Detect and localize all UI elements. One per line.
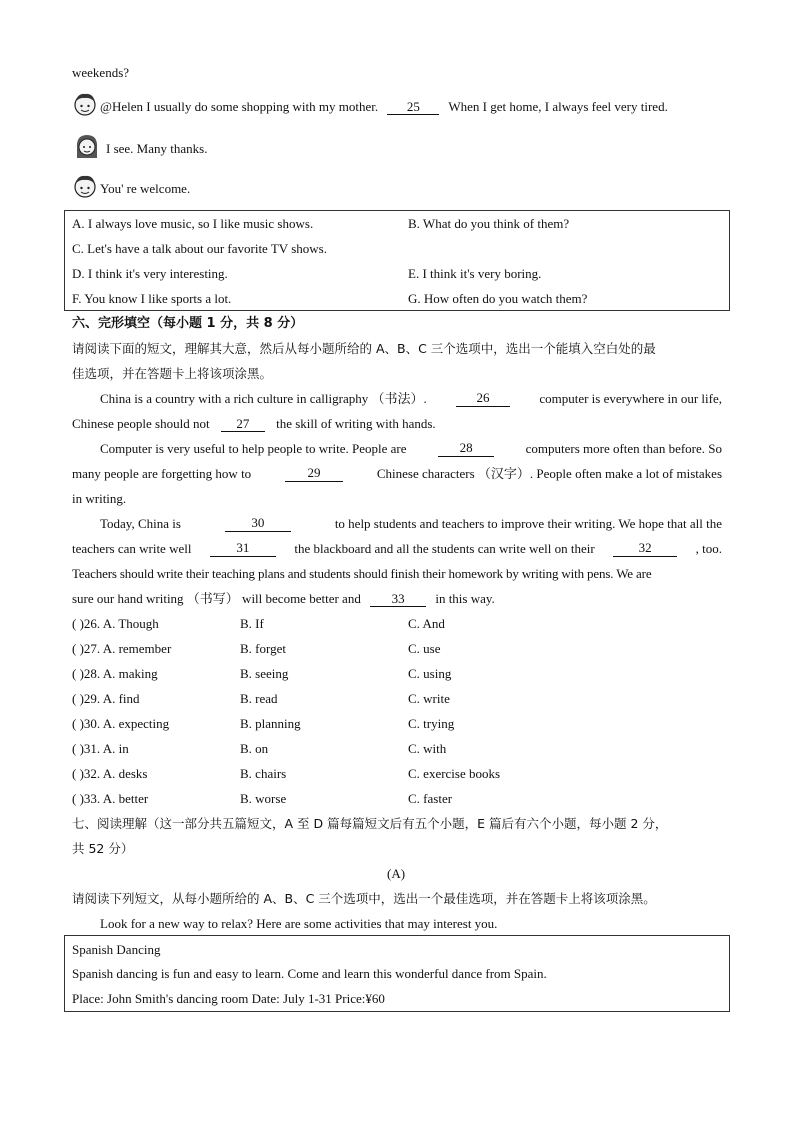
- activity-desc: Spanish dancing is fun and easy to learn. Come and learn this wonderful dance from Spain.: [72, 966, 547, 981]
- option-c: C. And: [408, 616, 445, 631]
- blank-30: 30: [225, 516, 291, 532]
- option-c: C. faster: [408, 791, 453, 806]
- passage-line: China is a country with a rich culture in calligraphy （书法）. 26 computer is everywhere in our life,: [100, 390, 722, 406]
- question-30: ( )30. A. expecting: [72, 716, 170, 731]
- passage-label: (A): [387, 866, 406, 881]
- option-c: C. exercise books: [408, 766, 501, 781]
- activity-title: Spanish Dancing: [72, 942, 161, 957]
- option-b: B. chairs: [240, 766, 287, 781]
- passage-line: in writing.: [72, 491, 127, 506]
- option-g: G. How often do you watch them?: [408, 291, 588, 306]
- passage-line: Computer is very useful to help people to write. People are 28 computers more often than before. So: [100, 440, 722, 456]
- option-b: B. planning: [240, 716, 301, 731]
- option-b: B. If: [240, 616, 264, 631]
- question-28: ( )28. A. making: [72, 666, 158, 681]
- option-a: A. I always love music, so I like music shows.: [72, 216, 314, 231]
- option-d: D. I think it's very interesting.: [72, 266, 228, 281]
- option-f: F. You know I like sports a lot.: [72, 291, 232, 306]
- boy-avatar-icon: [72, 173, 98, 201]
- activity-details: Place: John Smith's dancing room Date: July 1-31 Price:¥60: [72, 991, 385, 1006]
- section-7-title: 共 52 分）: [72, 841, 134, 856]
- intro-line: Look for a new way to relax? Here are some activities that may interest you.: [100, 916, 498, 931]
- blank-32: 32: [613, 541, 677, 557]
- blank-27: 27: [221, 417, 265, 432]
- option-b: B. What do you think of them?: [408, 216, 570, 231]
- option-b: B. on: [240, 741, 269, 756]
- option-c: C. write: [408, 691, 450, 706]
- question-33: ( )33. A. better: [72, 791, 149, 806]
- option-e: E. I think it's very boring.: [408, 266, 542, 281]
- option-c: C. use: [408, 641, 441, 656]
- section-6-title: 六、完形填空（每小题 1 分，共 8 分）: [72, 316, 304, 331]
- boy-avatar-icon: [72, 91, 98, 119]
- option-c: C. trying: [408, 716, 455, 731]
- dialog-line: I see. Many thanks.: [106, 141, 208, 156]
- option-c: C. using: [408, 666, 452, 681]
- passage-line: Teachers should write their teaching plans and students should finish their homework by writing with pens. We are: [72, 566, 652, 581]
- passage-line: many people are forgetting how to 29 Chinese characters （汉字）. People often make a lot of mistakes: [72, 465, 722, 481]
- dialog-line: You' re welcome.: [100, 181, 191, 196]
- instruction: 请阅读下面的短文，理解其大意，然后从每小题所给的 A、B、C 三个选项中，选出一个能填入空白处的最: [72, 341, 656, 356]
- dialog-line: weekends?: [72, 65, 130, 80]
- option-c: C. Let's have a talk about our favorite TV shows.: [72, 241, 327, 256]
- option-b: B. worse: [240, 791, 287, 806]
- question-26: ( )26. A. Though: [72, 616, 159, 631]
- option-b: B. forget: [240, 641, 286, 656]
- option-c: C. with: [408, 741, 447, 756]
- blank-31: 31: [210, 541, 276, 557]
- passage-line: Today, China is 30 to help students and teachers to improve their writing. We hope that all the: [100, 515, 722, 531]
- question-29: ( )29. A. find: [72, 691, 140, 706]
- section-7-title: 七、阅读理解（这一部分共五篇短文，A 至 D 篇每篇短文后有五个小题，E 篇后有六个小题，每小题 2 分，: [72, 816, 668, 831]
- question-31: ( )31. A. in: [72, 741, 129, 756]
- dialog-line: @Helen I usually do some shopping with my mother. 25 When I get home, I always feel very tired.: [100, 99, 668, 114]
- question-27: ( )27. A. remember: [72, 641, 172, 656]
- blank-33: 33: [370, 592, 426, 607]
- question-32: ( )32. A. desks: [72, 766, 148, 781]
- passage-line: teachers can write well 31 the blackboard and all the students can write well on their 32 , too.: [72, 540, 722, 556]
- blank-28: 28: [438, 441, 494, 457]
- instruction: 请阅读下列短文，从每小题所给的 A、B、C 三个选项中，选出一个最佳选项，并在答题卡上将该项涂黑。: [72, 891, 656, 906]
- passage-line: Chinese people should not 27 the skill of writing with hands.: [72, 416, 436, 431]
- option-b: B. read: [240, 691, 278, 706]
- instruction: 佳选项，并在答题卡上将该项涂黑。: [72, 366, 273, 381]
- passage-line: sure our hand writing （书写） will become better and 33 in this way.: [72, 591, 495, 606]
- option-b: B. seeing: [240, 666, 289, 681]
- blank-25: 25: [387, 100, 439, 115]
- blank-29: 29: [285, 466, 343, 482]
- blank-26: 26: [456, 391, 510, 407]
- girl-avatar-icon: [74, 132, 100, 160]
